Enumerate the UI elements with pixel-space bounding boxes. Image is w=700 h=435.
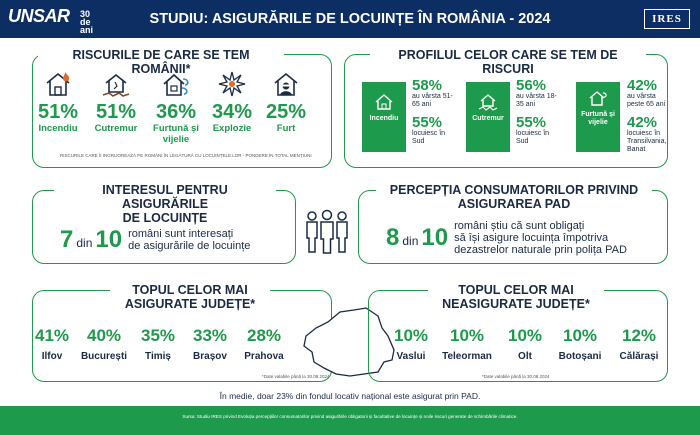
interest-din: din (76, 236, 93, 250)
perception-desc-line: români știu că sunt obligați (454, 220, 585, 232)
storm-house-icon (588, 89, 608, 107)
county-item (236, 326, 292, 362)
risk-label: Explozie (212, 123, 252, 134)
risk-item (90, 70, 142, 134)
risk-pct: 36% (155, 101, 197, 123)
insured-note: *Date valabile până la 30.08.2024 (262, 374, 330, 379)
ires-logo: IRES (644, 9, 690, 29)
profile-box-label: Furtună și vijelie (581, 111, 615, 126)
risks-note: RISCURILE CARE ÎI INGRIJOREAZĂ PE ROMÂNI ÎN LEGĂTURĂ CU LOCUINȚELE LOR - PONDERE ÎN TOTAL MENȚIUNI (60, 153, 312, 158)
risks-title: RISCURILE DE CARE SE TEM ROMÂNII* (38, 48, 284, 76)
profile-box (362, 82, 406, 152)
county-item (24, 326, 80, 362)
county-name: Olt (518, 351, 532, 362)
risk-label: Furt (276, 123, 296, 134)
storm-house-icon (161, 70, 191, 98)
people-icon (302, 206, 352, 256)
interest-title-line1: INTERESUL PENTRU ASIGURĂRILE (102, 183, 228, 211)
perception-num: 8 (386, 224, 400, 251)
perception-den: 10 (421, 224, 449, 251)
perception-title-line2: ASIGURAREA PAD (457, 197, 571, 211)
county-name: Timiș (145, 351, 171, 362)
profile-box-label: Cutremur (472, 115, 504, 122)
county-pct: 28% (246, 326, 282, 345)
county-item (383, 326, 439, 362)
interest-stat (60, 226, 250, 254)
county-pct: 33% (192, 326, 228, 345)
county-name: Botoșani (558, 351, 602, 362)
county-pct: 40% (86, 326, 122, 345)
county-item (76, 326, 132, 362)
interest-num: 7 (60, 226, 74, 253)
profile-box (466, 82, 510, 152)
profile-age-text: au vârsta 51-65 ani (412, 93, 453, 108)
county-name: Vaslui (396, 351, 426, 362)
header-bar (0, 0, 700, 38)
risk-pct: 34% (211, 101, 253, 123)
profile-age-text: au vârsta peste 65 ani (627, 93, 666, 108)
uninsured-title-line1: TOPUL CELOR MAI (458, 283, 574, 297)
profile-title: PROFILUL CELOR CARE SE TEM DE RISCURI (370, 48, 646, 76)
county-pct: 35% (140, 326, 176, 345)
profile-loc-pct: 55% (412, 114, 443, 131)
insured-title-line2: ASIGURATE JUDEȚE* (124, 297, 256, 311)
page-title: STUDIU: ASIGURĂRILE DE LOCUINȚE ÎN ROMÂNIA - 2024 (149, 11, 551, 27)
profile-loc-pct: 55% (516, 114, 547, 131)
risk-label: Cutremur (94, 123, 138, 134)
profile-age-pct: 42% (627, 77, 658, 94)
explosion-icon (217, 70, 247, 98)
earthquake-house-icon (478, 93, 498, 111)
interest-desc (128, 228, 250, 252)
interest-title-line2: DE LOCUINȚE (122, 211, 208, 225)
perception-stat (386, 220, 627, 256)
risk-pct: 51% (95, 101, 137, 123)
source-text: Sursa: Studiu IRES privind Evoluția percepțiilor consumatorilor privind asigurările obligatorii și facultative de locuințe și noile riscuri generate de schimbările climatice. (182, 414, 518, 419)
county-name: Teleorman (442, 351, 492, 362)
county-pct: 12% (621, 326, 657, 345)
perception-desc (454, 220, 627, 256)
insured-title (110, 283, 270, 311)
interest-title (54, 183, 276, 225)
interest-desc-line: de asigurările de locuințe (128, 240, 251, 252)
earthquake-house-icon (101, 70, 131, 98)
county-item (439, 326, 495, 362)
risk-pct: 51% (37, 101, 79, 123)
county-item (130, 326, 186, 362)
risk-label: Furtună și vijelie (153, 123, 199, 145)
profile-loc-text: locuiesc în Transilvania, Banat (627, 130, 667, 153)
interest-desc-line: români sunt interesați (128, 228, 234, 240)
profile-loc-text: locuiesc în Sud (516, 130, 550, 145)
profile-stat (412, 78, 454, 146)
risk-item (206, 70, 258, 134)
profile-age-text: au vârsta 18-35 ani (516, 93, 557, 108)
profile-loc-pct: 42% (627, 114, 658, 131)
county-name: București (80, 351, 128, 362)
risk-item (32, 70, 84, 134)
unsar-logo: UNSAR (8, 6, 70, 26)
perception-title (376, 183, 652, 211)
risk-item (150, 70, 202, 145)
county-item (611, 326, 667, 362)
county-pct: 10% (393, 326, 429, 345)
county-pct: 10% (562, 326, 598, 345)
fire-house-icon (43, 70, 73, 98)
profile-box-label: Incendiu (369, 115, 399, 122)
profile-stat (627, 78, 669, 154)
profile-box (576, 82, 620, 152)
county-name: Prahova (244, 351, 284, 362)
logo-age: 30 de ani (80, 9, 94, 35)
perception-title-line1: PERCEPȚIA CONSUMATORILOR PRIVIND (389, 183, 639, 197)
county-pct: 41% (34, 326, 70, 345)
risk-pct: 25% (265, 101, 307, 123)
profile-loc-text: locuiesc în Sud (412, 130, 446, 145)
county-pct: 10% (507, 326, 543, 345)
footer-bar (0, 406, 700, 435)
county-name: Ilfov (41, 351, 63, 362)
county-item (182, 326, 238, 362)
risk-item (260, 70, 312, 134)
profile-age-pct: 56% (516, 77, 547, 94)
uninsured-note: *Date valabile până la 30.08.2024 (482, 374, 550, 379)
insured-title-line1: TOPUL CELOR MAI (132, 283, 248, 297)
county-name: Călărași (619, 351, 659, 362)
county-pct: 10% (449, 326, 485, 345)
county-item (552, 326, 608, 362)
interest-den: 10 (95, 226, 123, 253)
profile-stat (516, 78, 558, 146)
county-name: Brașov (193, 351, 227, 362)
theft-house-icon (271, 70, 301, 98)
fire-house-icon (374, 93, 394, 111)
risk-label: Incendiu (38, 123, 78, 134)
summary-text: În medie, doar 23% din fondul locativ național este asigurat prin PAD. (219, 391, 481, 401)
perception-desc-line: să își asigure locuința împotriva (454, 232, 609, 244)
uninsured-title (428, 283, 604, 311)
perception-desc-line: dezastrelor naturale prin polița PAD (454, 244, 627, 256)
uninsured-title-line2: NEASIGURATE JUDEȚE* (442, 297, 590, 311)
county-item (497, 326, 553, 362)
perception-din: din (402, 234, 419, 248)
profile-age-pct: 58% (412, 77, 443, 94)
